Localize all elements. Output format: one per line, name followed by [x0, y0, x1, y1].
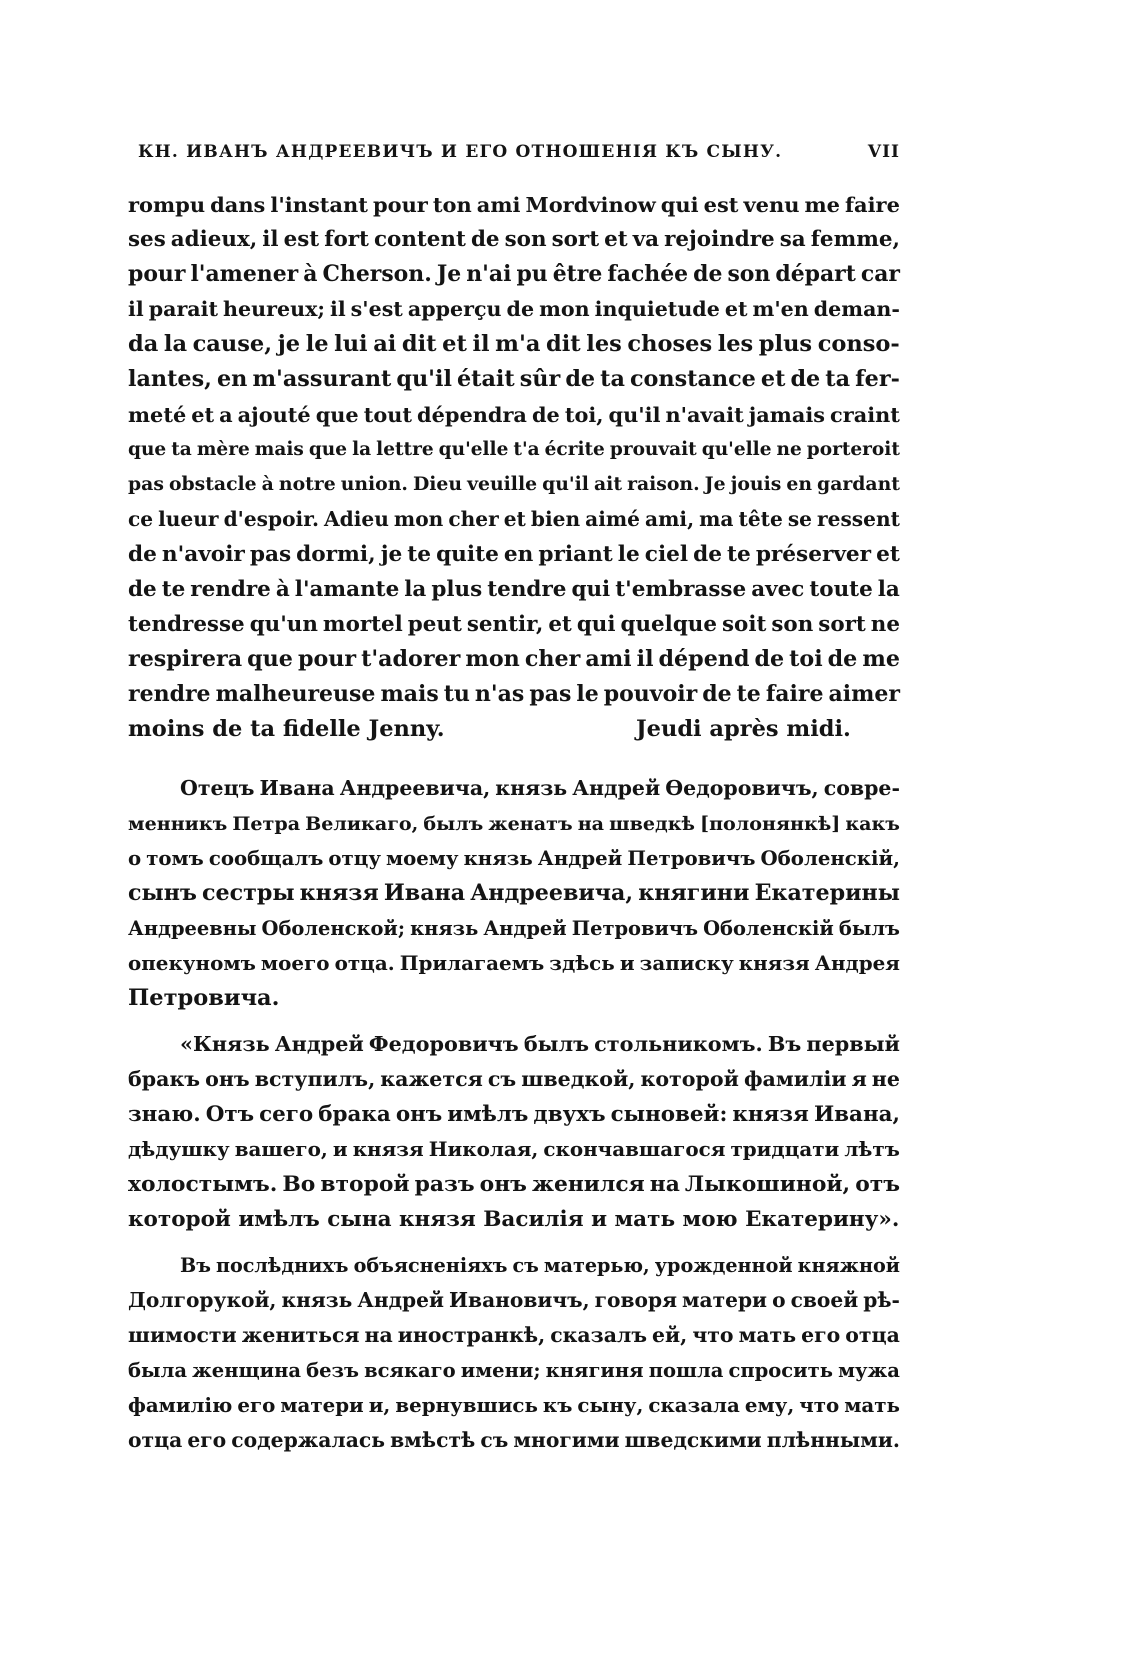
- letter-line: pour l'amener à Cherson. Je n'ai pu être fachée de son départ car: [128, 261, 900, 287]
- paragraph-line: Андреевны Оболенской; князь Андрей Петровичъ Оболенскій былъ: [128, 917, 900, 940]
- letter-date-note: Jeudi après midi.: [636, 716, 851, 742]
- letter-line: que ta mère mais que la lettre qu'elle t'a écrite prouvait qu'elle ne porteroit: [128, 439, 900, 460]
- paragraph-line: Долгорукой, князь Андрей Ивановичъ, говоря матери о своей рѣ-: [128, 1288, 900, 1312]
- paragraph-line: холостымъ. Во второй разъ онъ женился на Лыкошиной, отъ: [128, 1172, 900, 1197]
- letter-line: meté et a ajouté que tout dépendra de toi, qu'il n'avait jamais craint: [128, 402, 900, 427]
- letter-line: respirera que pour t'adorer mon cher ami il dépend de toi de me: [128, 646, 900, 672]
- letter-text: [128, 187, 900, 747]
- paragraph: [128, 771, 900, 1016]
- running-title: КН. ИВАНЪ АНДРЕЕВИЧЪ И ЕГО ОТНОШЕНІЯ КЪ СЫНУ.: [138, 142, 783, 162]
- letter-line: ce lueur d'espoir. Adieu mon cher et bien aimé ami, ma tête se ressent: [128, 507, 900, 531]
- paragraph-line: опекуномъ моего отца. Прилагаемъ здѣсь и записку князя Андрея: [128, 951, 900, 975]
- paragraph-line: «Князь Андрей Федоровичъ былъ стольникомъ. Въ первый: [180, 1032, 900, 1056]
- paragraph-line: шимости жениться на иностранкѣ, сказалъ ей, что мать его отца: [128, 1323, 900, 1347]
- letter-line: tendresse qu'un mortel peut sentir, et qui quelque soit son sort ne: [128, 612, 900, 637]
- quotation-paragraph: [128, 1027, 900, 1237]
- paragraph-line: знаю. Отъ сего брака онъ имѣлъ двухъ сыновей: князя Ивана,: [128, 1102, 900, 1127]
- letter-line: lantes, en m'assurant qu'il était sûr de ta constance et de ta fer-: [128, 366, 900, 392]
- paragraph-line: фамилію его матери и, вернувшись къ сыну, сказала ему, что мать: [128, 1393, 900, 1417]
- letter-line: de te rendre à l'amante la plus tendre qui t'embrasse avec toute la: [128, 577, 900, 602]
- letter-line: da la cause, je le lui ai dit et il m'a dit les choses les plus conso-: [128, 331, 900, 357]
- letter-line: il parait heureux; il s'est apperçu de mon inquietude et m'en deman-: [128, 297, 900, 321]
- paragraph-line: отца его содержалась вмѣстѣ съ многими шведскими плѣнными.: [128, 1428, 900, 1452]
- paragraph-line: Петровича.: [128, 985, 280, 1011]
- letter-line: ses adieux, il est fort content de son sort et va rejoindre sa femme,: [128, 227, 900, 252]
- letter-line: pas obstacle à notre union. Dieu veuille qu'il ait raison. Je jouis en gardant: [128, 473, 900, 495]
- paragraph-line: бракъ онъ вступилъ, кажется съ шведкой, которой фамиліи я не: [128, 1067, 900, 1091]
- letter-line: rendre malheureuse mais tu n'as pas le pouvoir de te faire aimer: [128, 681, 900, 707]
- paragraph-line: менникъ Петра Великаго, былъ женатъ на шведкѣ [полонянкѣ] какъ: [128, 812, 900, 835]
- paragraph-line: Въ послѣднихъ объясненіяхъ съ матерью, урожденной княжной: [180, 1254, 900, 1277]
- running-head: [128, 142, 900, 166]
- letter-line: rompu dans l'instant pour ton ami Mordvinow qui est venu me faire: [128, 192, 900, 217]
- page-number: VII: [867, 142, 900, 162]
- letter-line: de n'avoir pas dormi, je te quite en priant le ciel de te préserver et: [128, 542, 900, 567]
- letter-closing: moins de ta fidelle Jenny.: [128, 716, 445, 742]
- commentary-text: [128, 771, 900, 1458]
- paragraph-line: Отецъ Ивана Андреевича, князь Андрей Өедоровичъ, совре-: [180, 776, 900, 800]
- paragraph-line: сынъ сестры князя Ивана Андреевича, княгини Екатерины: [128, 880, 900, 906]
- paragraph: [128, 1248, 900, 1458]
- paragraph-line: была женщина безъ всякаго имени; княгиня пошла спросить мужа: [128, 1359, 900, 1382]
- letter-signoff-line: [128, 712, 900, 747]
- paragraph-line: дѣдушку вашего, и князя Николая, скончавшагося тридцати лѣтъ: [128, 1137, 900, 1161]
- paragraph-line: о томъ сообщалъ отцу моему князь Андрей Петровичъ Оболенскій,: [128, 846, 900, 870]
- paragraph-line: которой имѣлъ сына князя Василія и мать мою Екатерину».: [128, 1207, 900, 1232]
